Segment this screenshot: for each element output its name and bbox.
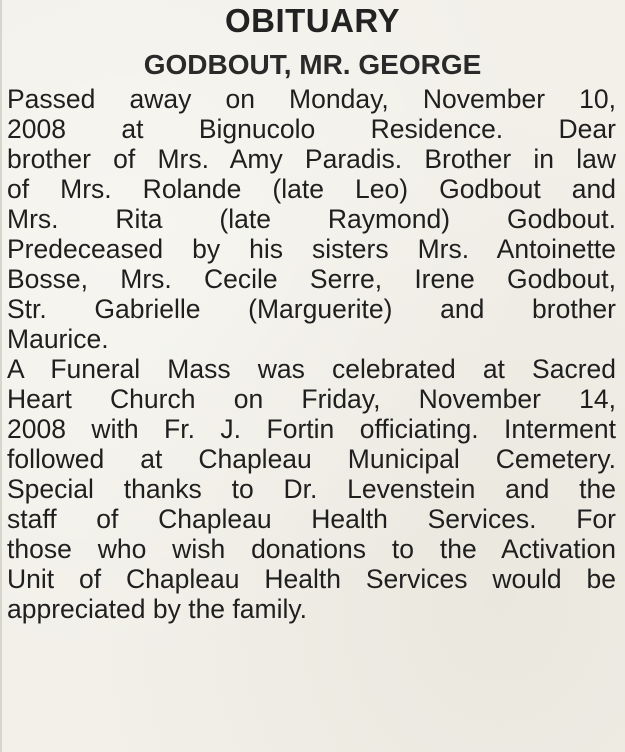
text-line: Bosse, Mrs. Cecile Serre, Irene Godbout, xyxy=(7,264,616,294)
text-line: Maurice. xyxy=(7,324,109,354)
text-line: A Funeral Mass was celebrated at Sacred xyxy=(7,354,616,384)
obituary-heading: OBITUARY xyxy=(224,2,401,39)
text-line: Predeceased by his sisters Mrs. Antoinette xyxy=(7,234,616,264)
text-line: Str. Gabrielle (Marguerite) and brother xyxy=(7,294,616,324)
text-line: of Mrs. Rolande (late Leo) Godbout and xyxy=(7,174,616,204)
text-line: Special thanks to Dr. Levenstein and the xyxy=(7,474,616,504)
text-line: Unit of Chapleau Health Services would be xyxy=(7,564,616,594)
text-line: followed at Chapleau Municipal Cemetery. xyxy=(7,444,616,474)
text-line: staff of Chapleau Health Services. For xyxy=(7,504,616,534)
obituary-body xyxy=(7,84,616,624)
text-line: Passed away on Monday, November 10, xyxy=(7,84,616,114)
text-line: 2008 with Fr. J. Fortin officiating. Interment xyxy=(7,414,616,444)
obituary-paragraph-1 xyxy=(7,84,616,354)
text-line: brother of Mrs. Amy Paradis. Brother in law xyxy=(7,144,616,174)
text-line: 2008 at Bignucolo Residence. Dear xyxy=(7,114,616,144)
text-line: those who wish donations to the Activation xyxy=(7,534,616,564)
text-line: Heart Church on Friday, November 14, xyxy=(7,384,616,414)
deceased-name: GODBOUT, MR. GEORGE xyxy=(143,49,482,80)
obituary-paragraph-2 xyxy=(7,354,616,624)
text-line: appreciated by the family. xyxy=(7,594,308,624)
text-line: Mrs. Rita (late Raymond) Godbout. xyxy=(7,204,616,234)
